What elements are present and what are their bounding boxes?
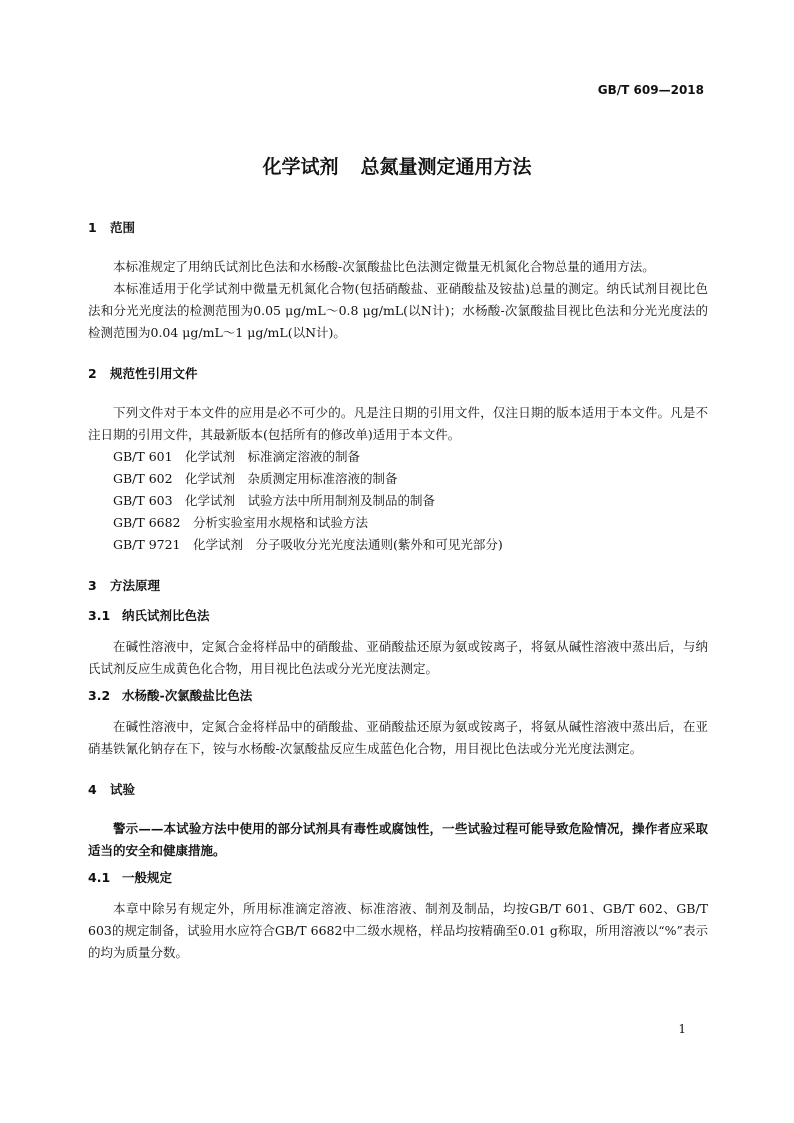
subsection-number: 4.1 xyxy=(88,870,111,885)
subsection-title: 水杨酸-次氯酸盐比色法 xyxy=(122,688,253,703)
subsection-3-2-heading xyxy=(88,686,708,706)
title-part2: 总氮量测定通用方法 xyxy=(360,156,532,178)
reference-item: GB/T 602 化学试剂 杂质测定用标准溶液的制备 xyxy=(113,471,398,486)
warning-paragraph: 警示——本试验方法中使用的部分试剂具有毒性或腐蚀性，一些试验过程可能导致危险情况，操作者应采取适当的安全和健康措施。 xyxy=(88,821,708,858)
section-title: 方法原理 xyxy=(110,578,161,593)
paragraph: 在碱性溶液中，定氮合金将样品中的硝酸盐、亚硝酸盐还原为氨或铵离子，将氨从碱性溶液中蒸出后，与纳氏试剂反应生成黄色化合物，用目视比色法或分光光度法测定。 xyxy=(88,639,708,676)
document-title xyxy=(0,152,794,179)
section-1-heading xyxy=(88,218,708,238)
subsection-3-1-heading xyxy=(88,606,708,626)
section-4-heading xyxy=(88,780,708,800)
reference-item: GB/T 9721 化学试剂 分子吸收分光光度法通则(紫外和可见光部分) xyxy=(113,537,503,552)
paragraph: 本标准规定了用纳氏试剂比色法和水杨酸-次氯酸盐比色法测定微量无机氮化合物总量的通用方法。 xyxy=(113,259,655,274)
reference-item: GB/T 6682 分析实验室用水规格和试验方法 xyxy=(113,515,369,530)
document-body xyxy=(88,218,708,964)
section-number: 1 xyxy=(88,220,97,235)
section-number: 4 xyxy=(88,782,97,797)
paragraph: 本标准适用于化学试剂中微量无机氮化合物(包括硝酸盐、亚硝酸盐及铵盐)总量的测定。纳氏试剂目视比色法和分光光度法的检测范围为0.05 μg/mL～0.8 μg/mL(以N计)；水杨酸-次氯酸盐目视比色法和分光光度法的检测范围为0.04 μg/mL～1 μg/mL(以N计)。 xyxy=(88,281,708,340)
paragraph: 在碱性溶液中，定氮合金将样品中的硝酸盐、亚硝酸盐还原为氨或铵离子，将氨从碱性溶液中蒸出后，在亚硝基铁氰化钠存在下，铵与水杨酸-次氯酸盐反应生成蓝色化合物，用目视比色法或分光光度法测定。 xyxy=(88,719,708,756)
subsection-title: 纳氏试剂比色法 xyxy=(122,608,210,623)
section-3-heading xyxy=(88,576,708,596)
reference-item: GB/T 603 化学试剂 试验方法中所用制剂及制品的制备 xyxy=(113,493,436,508)
section-2-heading xyxy=(88,364,708,384)
paragraph: 下列文件对于本文件的应用是必不可少的。凡是注日期的引用文件，仅注日期的版本适用于本文件。凡是不注日期的引用文件，其最新版本(包括所有的修改单)适用于本文件。 xyxy=(88,405,708,442)
subsection-number: 3.1 xyxy=(88,608,111,623)
subsection-number: 3.2 xyxy=(88,688,111,703)
reference-item: GB/T 601 化学试剂 标准滴定溶液的制备 xyxy=(113,449,361,464)
page-number: 1 xyxy=(678,1022,686,1036)
section-number: 2 xyxy=(88,366,97,381)
section-title: 试验 xyxy=(110,782,136,797)
section-title: 规范性引用文件 xyxy=(110,366,198,381)
section-number: 3 xyxy=(88,578,97,593)
title-part1: 化学试剂 xyxy=(262,156,339,178)
subsection-title: 一般规定 xyxy=(122,870,173,885)
section-title: 范围 xyxy=(110,220,136,235)
subsection-4-1-heading xyxy=(88,868,708,888)
paragraph: 本章中除另有规定外，所用标准滴定溶液、标准溶液、制剂及制品，均按GB/T 601、GB/T 602、GB/T 603的规定制备，试验用水应符合GB/T 6682中二级水规格，样品均按精确至0.01 g称取，所用溶液以“%”表示的均为质量分数。 xyxy=(88,901,708,960)
standard-number: GB/T 609—2018 xyxy=(597,83,704,97)
